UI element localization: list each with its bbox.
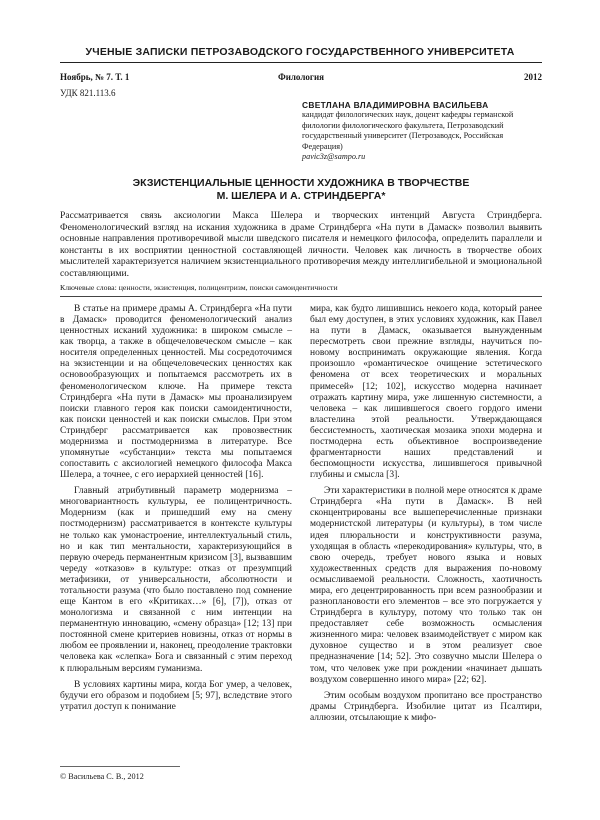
author-affiliation: кандидат филологических наук, доцент кафедры германской филологии филологического факультета, Петрозаводский государственный университет (Петрозаводск, Российская Федерация) bbox=[302, 110, 514, 151]
paragraph: мира, как будто лишившись некоего кода, который ранее был ему доступен, в этих условиях художник, как Павел на пути в Дамаск, оказывается вынужденным пересмотреть свои прежние взгляды, научиться по-новому воспринимать окружающие явления. Когда произошло «романтическое очищение эстетического феномена от всех теоретических и моральных примесей» [12; 102], искусство модерна начинает отражать картину мира, уже лишенную системности, а человека – как лишившегося своего гордого имени властелина этой реальности. Утверждающаяся бессистемность, хаотическая мозаика эпохи модерна и постмодерна есть объективное воспроизведение фрагментарности наших представлений и беспомощности искусства, лишившегося привычной глубины и смысла [3]. bbox=[310, 304, 542, 481]
header-rule bbox=[60, 62, 542, 63]
author-block bbox=[302, 100, 542, 162]
article-title bbox=[60, 177, 542, 203]
issue-year: 2012 bbox=[524, 72, 542, 82]
footer-rule bbox=[60, 766, 180, 767]
abstract: Рассматривается связь аксиологии Макса Шелера и творческих интенций Августа Стриндберга. Феноменологический взгляд на искания художника в драме Стриндберга «На пути в Дамаск» позволил выявить основные направления противоречивой мысли шведского писателя и немецкого философа, определить параллели и константы в их восприятии ценностной составляющей личности. Человек как личность в творчестве обоих мыслителей характеризуется наличием экзистенциального противоречия между интеллигибельной и эмоциональной составляющими. bbox=[60, 210, 542, 279]
keywords: Ключевые слова: ценности, экзистенция, полицентризм, поиски самоидентичности bbox=[60, 283, 338, 292]
paragraph: Этим особым воздухом пропитано все пространство драмы Стриндберга. Изобилие цитат из Псалтири, аллюзии, отсылающие к мифо- bbox=[310, 690, 542, 723]
issue-number: Ноябрь, № 7. Т. 1 bbox=[60, 72, 130, 82]
abstract-rule bbox=[60, 296, 542, 297]
paragraph: В статье на примере драмы А. Стриндберга «На пути в Дамаск» проводится феноменологический анализ ценностных исканий художника: в широком смысле – как творца, а также в общечеловеческом смысле – как носителя определенных ценностей. Мы сосредоточимся на экзистенции и на общечеловеческих ценностях как основообразующих и попытаемся рассмотреть их в феноменологическом ключе. На примере текста Стриндберга «На пути в Дамаск» мы проанализируем поиски главного героя как поиски самоидентичности, как поиски ценностей и как поиски смыслов. При этом Стриндберг рассматривается как провозвестник модернизма и постмодернизма в литературе. Все упомянутые «субстанции» текста мы попытаемся сопоставить с аксиологией немецкого философа Макса Шелера, а точнее, с его иерархией ценностей [16]. bbox=[60, 304, 292, 481]
paragraph: В условиях картины мира, когда Бог умер, а человек, будучи его образом и подобием [5; 97], вследствие этого утратил доступ к понимание bbox=[60, 679, 292, 712]
section-name: Филология bbox=[277, 72, 325, 82]
copyright-footer: © Васильева С. В., 2012 bbox=[60, 772, 144, 781]
journal-title: УЧЕНЫЕ ЗАПИСКИ ПЕТРОЗАВОДСКОГО ГОСУДАРСТВЕННОГО УНИВЕРСИТЕТА bbox=[85, 46, 515, 58]
title-line-1: ЭКЗИСТЕНЦИАЛЬНЫЕ ЦЕННОСТИ ХУДОЖНИКА В ТВОРЧЕСТВЕ bbox=[132, 177, 470, 189]
author-email[interactable]: pavic3z@sampo.ru bbox=[302, 152, 366, 162]
udk-code: УДК 821.113.6 bbox=[60, 88, 116, 98]
paragraph: Главный атрибутивный параметр модернизма – многовариантность культуры, ее полицентричность. Модернизм (как и пришедший ему на смену постмодернизм) рассматривается в контексте культуры не только как умонастроение, интеллектуальный стиль, но и как тип ментальности, характеризующийся в первую очередь перманентным кризисом [3], вызвавшим череду «отказов» в культуре: отказ от презумпций метафизики, от универсальности, абсолютности и тотальности разума (что было поставлено под сомнение еще Кантом в его «Критиках…» [6], [7]), отказ от монологизма и связанной с ним интенции на перманентную инновацию, «смену образца» [12; 13] при постоянной смене критериев новизны, отказ от нормы в любом ее проявлении и, наконец, преодоление трактовки человека как «слепка» Бога и связанный с этим переход к плюральным версиям гуманизма. bbox=[60, 486, 292, 674]
body-column-right bbox=[310, 304, 542, 724]
author-name: СВЕТЛАНА ВЛАДИМИРОВНА ВАСИЛЬЕВА bbox=[302, 100, 489, 110]
title-line-2: М. ШЕЛЕРА И А. СТРИНДБЕРГА* bbox=[216, 190, 386, 202]
paragraph: Эти характеристики в полной мере относятся к драме Стриндберга «На пути в Дамаск». В ней сконцентрированы все вышеперечисленные признаки модернистской литературы (и культуры), в том числе идея плюральности и конструктивности разума, уходящая в область «перекодирования» культуры, что, в свою очередь, требует нового языка и новых художественных средств для выражения по-новому осмысливаемой реальности. Сложность, хаотичность мира, его децентрированность при всем разнообразии и разноплановости его элементов – все это погружается у Стриндберга в культуру, потому что только так он предоставляет себе возможность осмысления жизненного мира: человек взаимодействует с миром как духовное существо и в этом реализует свое предназначение [14; 52]. Это созвучно мысли Шелера о том, что человек уже при рождении «начинает дышать воздухом совершенно иного мира» [22; 62]. bbox=[310, 486, 542, 685]
issue-meta-row bbox=[60, 72, 542, 84]
body-column-left bbox=[60, 304, 292, 713]
